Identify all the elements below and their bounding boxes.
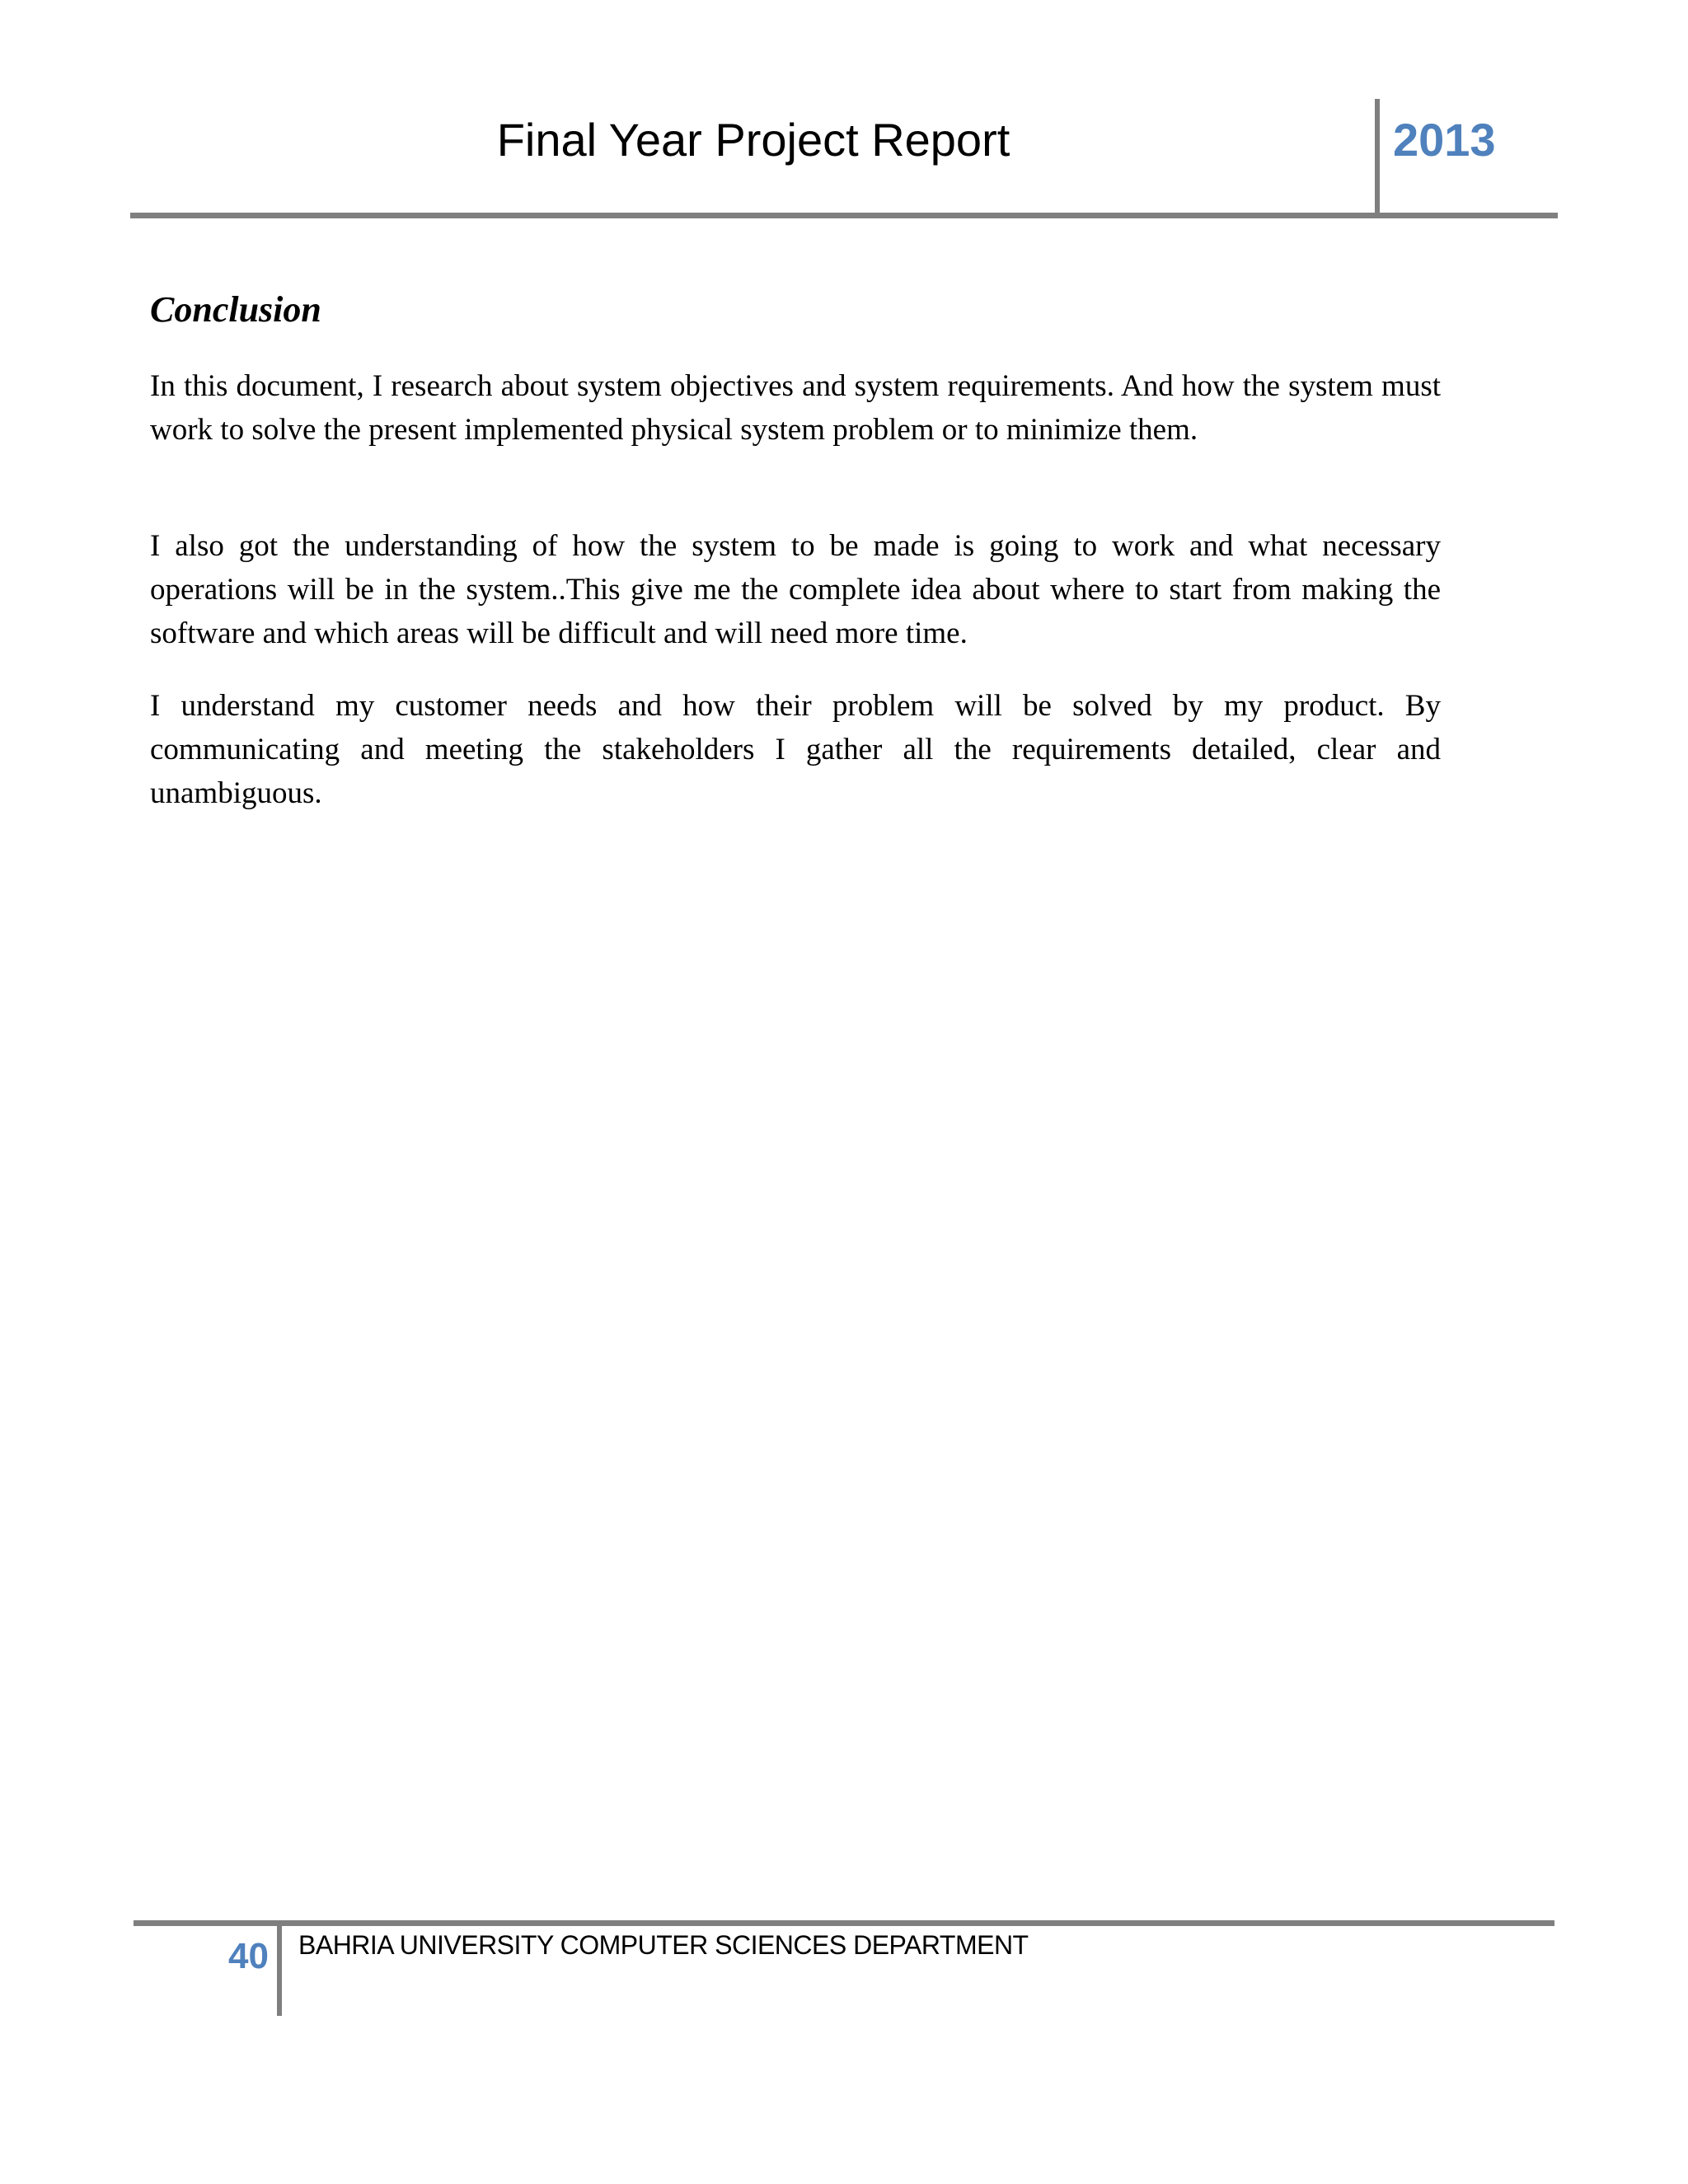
footer-horizontal-rule	[134, 1920, 1554, 1926]
footer-department: BAHRIA UNIVERSITY COMPUTER SCIENCES DEPARTMENT	[298, 1930, 1029, 1960]
page-header-year: 2013	[1393, 114, 1496, 166]
footer-vertical-divider	[277, 1920, 282, 2016]
page-header-title: Final Year Project Report	[496, 114, 1010, 166]
body-paragraph: I understand my customer needs and how their problem will be solved by my product. By communicating and meeting the stakeholders I gather all the requirements detailed, clear and unambiguous.	[150, 689, 1441, 810]
body-paragraph: In this document, I research about system objectives and system requirements. And how the system must work to solve the present implemented physical system problem or to minimize them.	[150, 369, 1441, 447]
header-vertical-divider	[1375, 99, 1380, 216]
section-heading-conclusion: Conclusion	[150, 289, 321, 330]
page-number: 40	[228, 1936, 269, 1976]
header-horizontal-rule	[130, 213, 1558, 218]
body-paragraph: I also got the understanding of how the system to be made is going to work and what necessary operations will be in the system..This give me the complete idea about where to start from making the software and which areas will be difficult and will need more time.	[150, 529, 1441, 650]
